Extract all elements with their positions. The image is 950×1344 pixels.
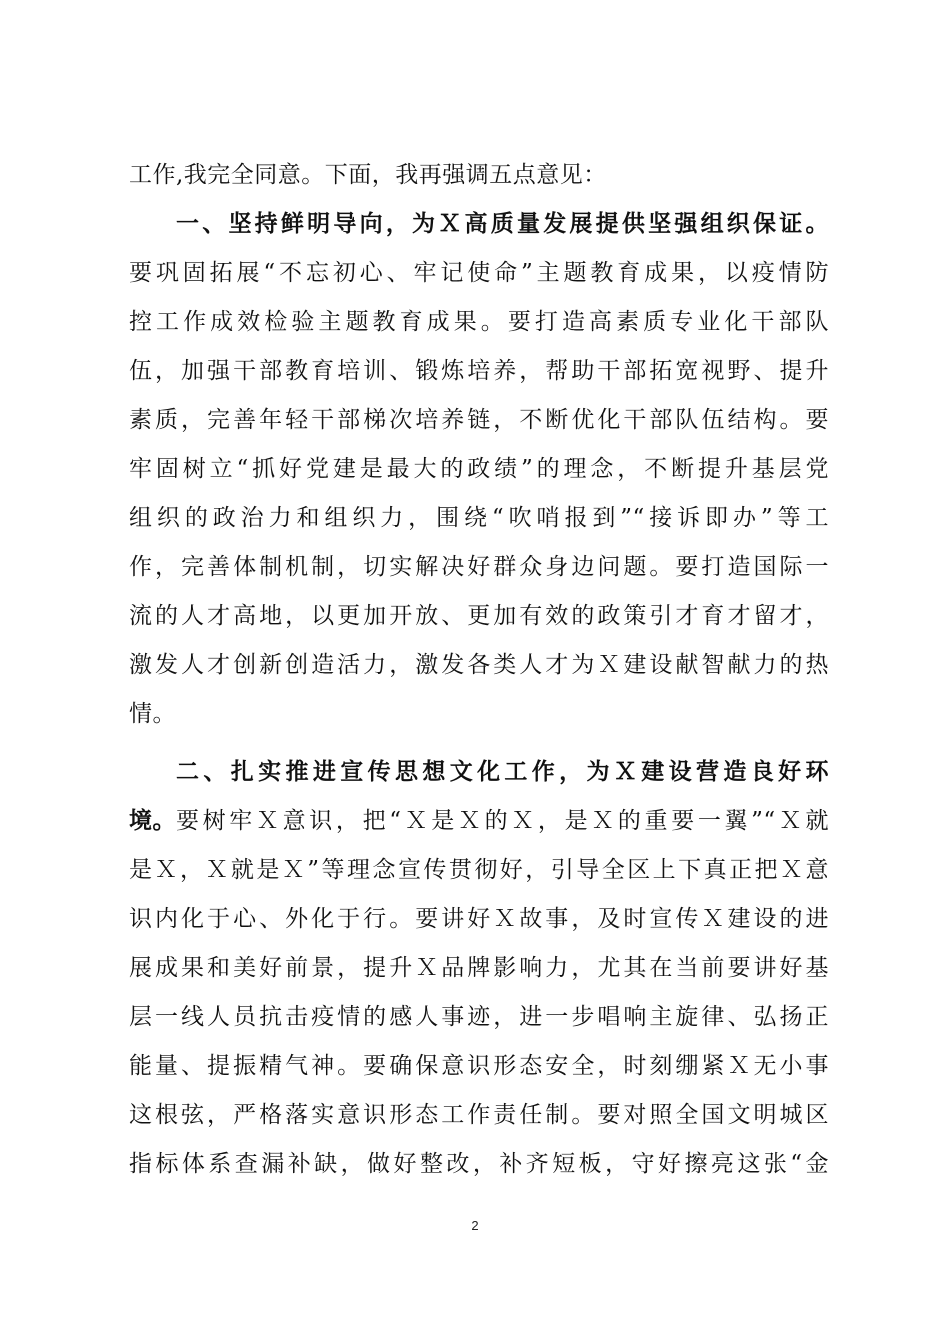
body-line: 能量、提振精气神。要确保意识形态安全，时刻绷紧Ｘ无小事 (129, 1053, 829, 1079)
body-line: 激发人才创新创造活力，激发各类人才为Ｘ建设献智献力的热 (129, 652, 829, 678)
body-line: 这根弦，严格落实意识形态工作责任制。要对照全国文明城区 (129, 1102, 829, 1128)
body-line: 组织的政治力和组织力，围绕“吹哨报到”“接诉即办”等工 (129, 505, 829, 531)
section-heading-1: 一、坚持鲜明导向，为Ｘ高质量发展提供坚强组织保证。 (176, 211, 829, 237)
body-line: 作，完善体制机制，切实解决好群众身边问题。要打造国际一 (129, 554, 829, 580)
mixed-line (129, 801, 829, 841)
body-line-segment: 要树牢Ｘ意识，把“Ｘ是Ｘ的Ｘ，是Ｘ的重要一翼”“Ｘ就 (176, 808, 829, 834)
body-line: 素质，完善年轻干部梯次培养链，不断优化干部队伍结构。要 (129, 407, 829, 433)
body-line: 伍，加强干部教育培训、锻炼培养，帮助干部拓宽视野、提升 (129, 358, 829, 384)
body-line: 牢固树立“抓好党建是最大的政绩”的理念，不断提升基层党 (129, 456, 829, 482)
page-number: 2 (471, 1218, 479, 1233)
body-line: 展成果和美好前景，提升Ｘ品牌影响力，尤其在当前要讲好基 (129, 955, 829, 981)
body-line: 要巩固拓展“不忘初心、牢记使命”主题教育成果，以疫情防 (129, 260, 829, 286)
body-line: 指标体系查漏补缺，做好整改，补齐短板，守好擦亮这张“金 (129, 1151, 829, 1177)
body-line: 是Ｘ，Ｘ就是Ｘ”等理念宣传贯彻好，引导全区上下真正把Ｘ意 (129, 857, 829, 883)
body-line: 控工作成效检验主题教育成果。要打造高素质专业化干部队 (129, 309, 829, 335)
section-heading-2-end: 境。 (129, 808, 176, 834)
section-heading-2: 二、扎实推进宣传思想文化工作，为Ｘ建设营造良好环 (176, 759, 829, 785)
body-line: 情。 (129, 701, 176, 727)
body-line: 识内化于心、外化于行。要讲好Ｘ故事，及时宣传Ｘ建设的进 (129, 906, 829, 932)
body-line: 工作,我完全同意。下面，我再强调五点意见： (129, 162, 607, 188)
body-line: 层一线人员抗击疫情的感人事迹，进一步唱响主旋律、弘扬正 (129, 1004, 829, 1030)
body-line: 流的人才高地，以更加开放、更加有效的政策引才育才留才， (129, 603, 829, 629)
